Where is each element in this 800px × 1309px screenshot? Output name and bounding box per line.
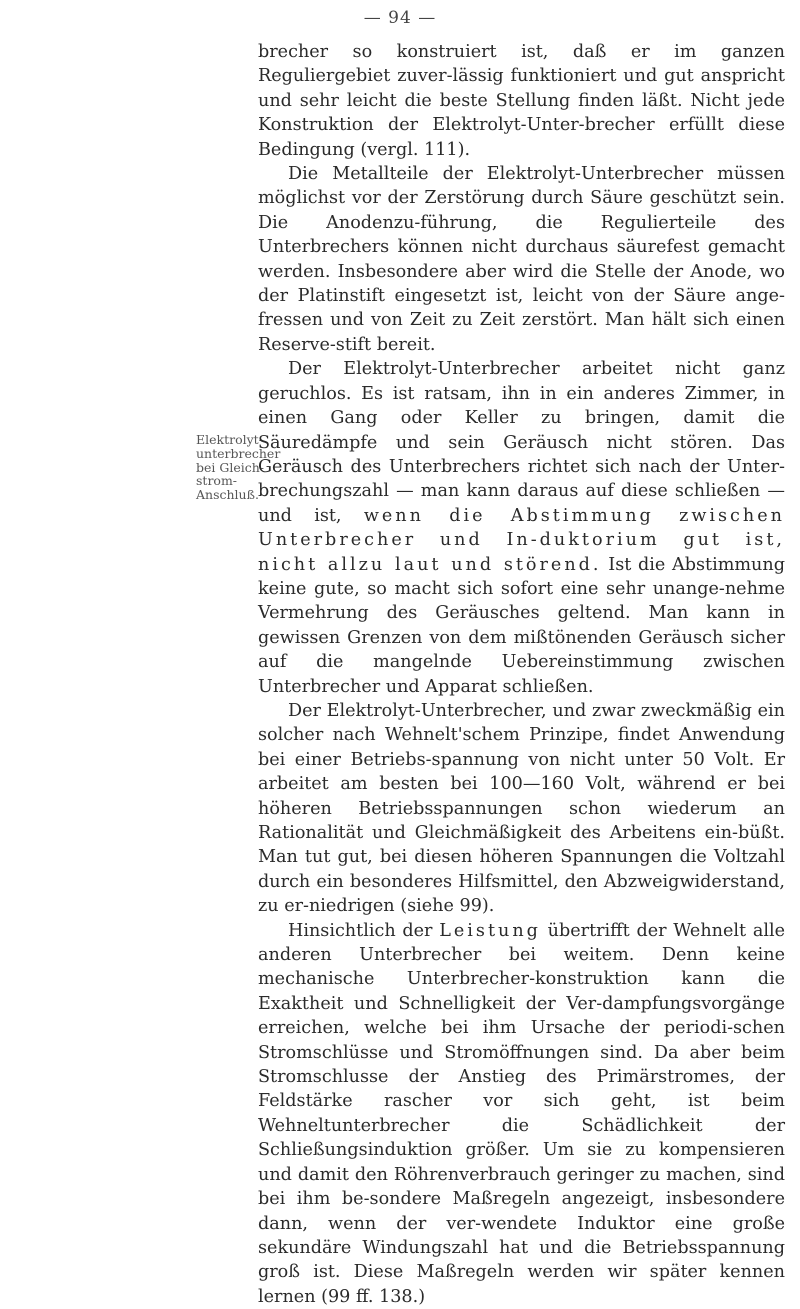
margin-note [196,432,281,503]
paragraph-text: Die Metallteile der Elektrolyt-Unterbrecher müssen möglichst vor der Zerstörung durch Säure geschützt sein. Die Anodenzu-führung, die Regulierteile des Unterbrechers können nicht durchaus säurefest gemacht werden. Insbesondere aber wird die Stelle der Anode, wo der Platinstift eingesetzt ist, leicht von der Säure ange-fressen und von Zeit zu Zeit zerstört. Man hält sich einen Reserve-stift bereit. [258,164,785,355]
body-text [258,40,785,1309]
spaced-emphasis: Leistung [439,920,541,941]
paragraph-2 [258,162,785,357]
margin-note-line: unterbrecher [196,445,281,461]
paragraph-text: Der Elektrolyt-Unterbrecher, und zwar zweckmäßig ein solcher nach Wehnelt'schem Prinzipe, findet Anwendung bei einer Betriebs-spannung von nicht unter 50 Volt. Er arbeitet am besten bei 100—160 Volt, während er bei höheren Betriebsspannungen schon wiederum an Rationalität und Gleichmäßigkeit des Arbeitens ein-büßt. Man tut gut, bei diesen höheren Spannungen die Voltzahl durch ein besonderes Hilfsmittel, den Abzweigwiderstand, zu er-niedrigen (siehe 99). [258,700,785,917]
page-number: — 94 — [363,8,437,28]
margin-note-line: bei Gleich- [196,459,265,475]
margin-note-line: strom- [196,473,238,489]
paragraph-text: Der Elektrolyt-Unterbrecher arbeitet nicht ganz geruchlos. Es ist ratsam, ihn in ein anderes Zimmer, in einen Gang oder Keller zu bringen, damit die Säuredämpfe und sein Geräusch nicht stören. Das Geräusch des Unterbrechers richtet sich nach der Unter-brechungszahl — man kann daraus auf diese schließen — und ist, [258,359,785,526]
paragraph-text: brecher so konstruiert ist, daß er im ganzen Reguliergebiet zuver-lässig funktioniert und gut anspricht und sehr leicht die beste Stellung finden läßt. Nicht jede Konstruktion der Elektrolyt-Unter-brecher erfüllt diese Bedingung (vergl. 111). [258,42,785,160]
margin-note-line: Anschluß. [196,487,259,503]
paragraph-1 [258,40,785,162]
paragraph-5 [258,919,785,1309]
paragraph-4 [258,699,785,919]
paragraph-text: Ist die Abstimmung keine gute, so macht sich sofort eine sehr unange-nehme Vermehrung des Geräusches geltend. Man kann in gewissen Grenzen von dem mißtönenden Geräusch sicher auf die mangelnde Uebereinstimmung zwischen Unterbrecher und Apparat schließen. [258,554,785,697]
paragraph-3 [258,357,785,699]
paragraph-text: übertrifft der Wehnelt alle anderen Unterbrecher bei weitem. Denn keine mechanische Unterbrecher-konstruktion kann die Exaktheit und Schnelligkeit der Ver-dampfungsvorgänge erreichen, welche bei ihm Ursache der periodi-schen Stromschlüsse und Stromöffnungen sind. Da aber beim Stromschlusse der Anstieg des Primärstromes, der Feldstärke rascher vor sich geht, ist beim Wehneltunterbrecher die Schädlichkeit der Schließungsinduktion größer. Um sie zu kompensieren und damit den Röhrenverbrauch geringer zu machen, sind bei ihm be-sondere Maßregeln angezeigt, insbesondere dann, wenn der ver-wendete Induktor eine große sekundäre Windungszahl hat und die Betriebsspannung groß ist. Diese Maßregeln werden wir später kennen lernen (99 ff. 138.) [258,920,785,1307]
spaced-emphasis: wenn die Abstimmung zwischen Unterbrecher und In-duktorium gut ist, nicht allzu laut und störend. [258,505,785,575]
paragraph-text: Hinsichtlich der [288,920,440,941]
margin-note-line: Elektrolyt- [196,432,263,447]
